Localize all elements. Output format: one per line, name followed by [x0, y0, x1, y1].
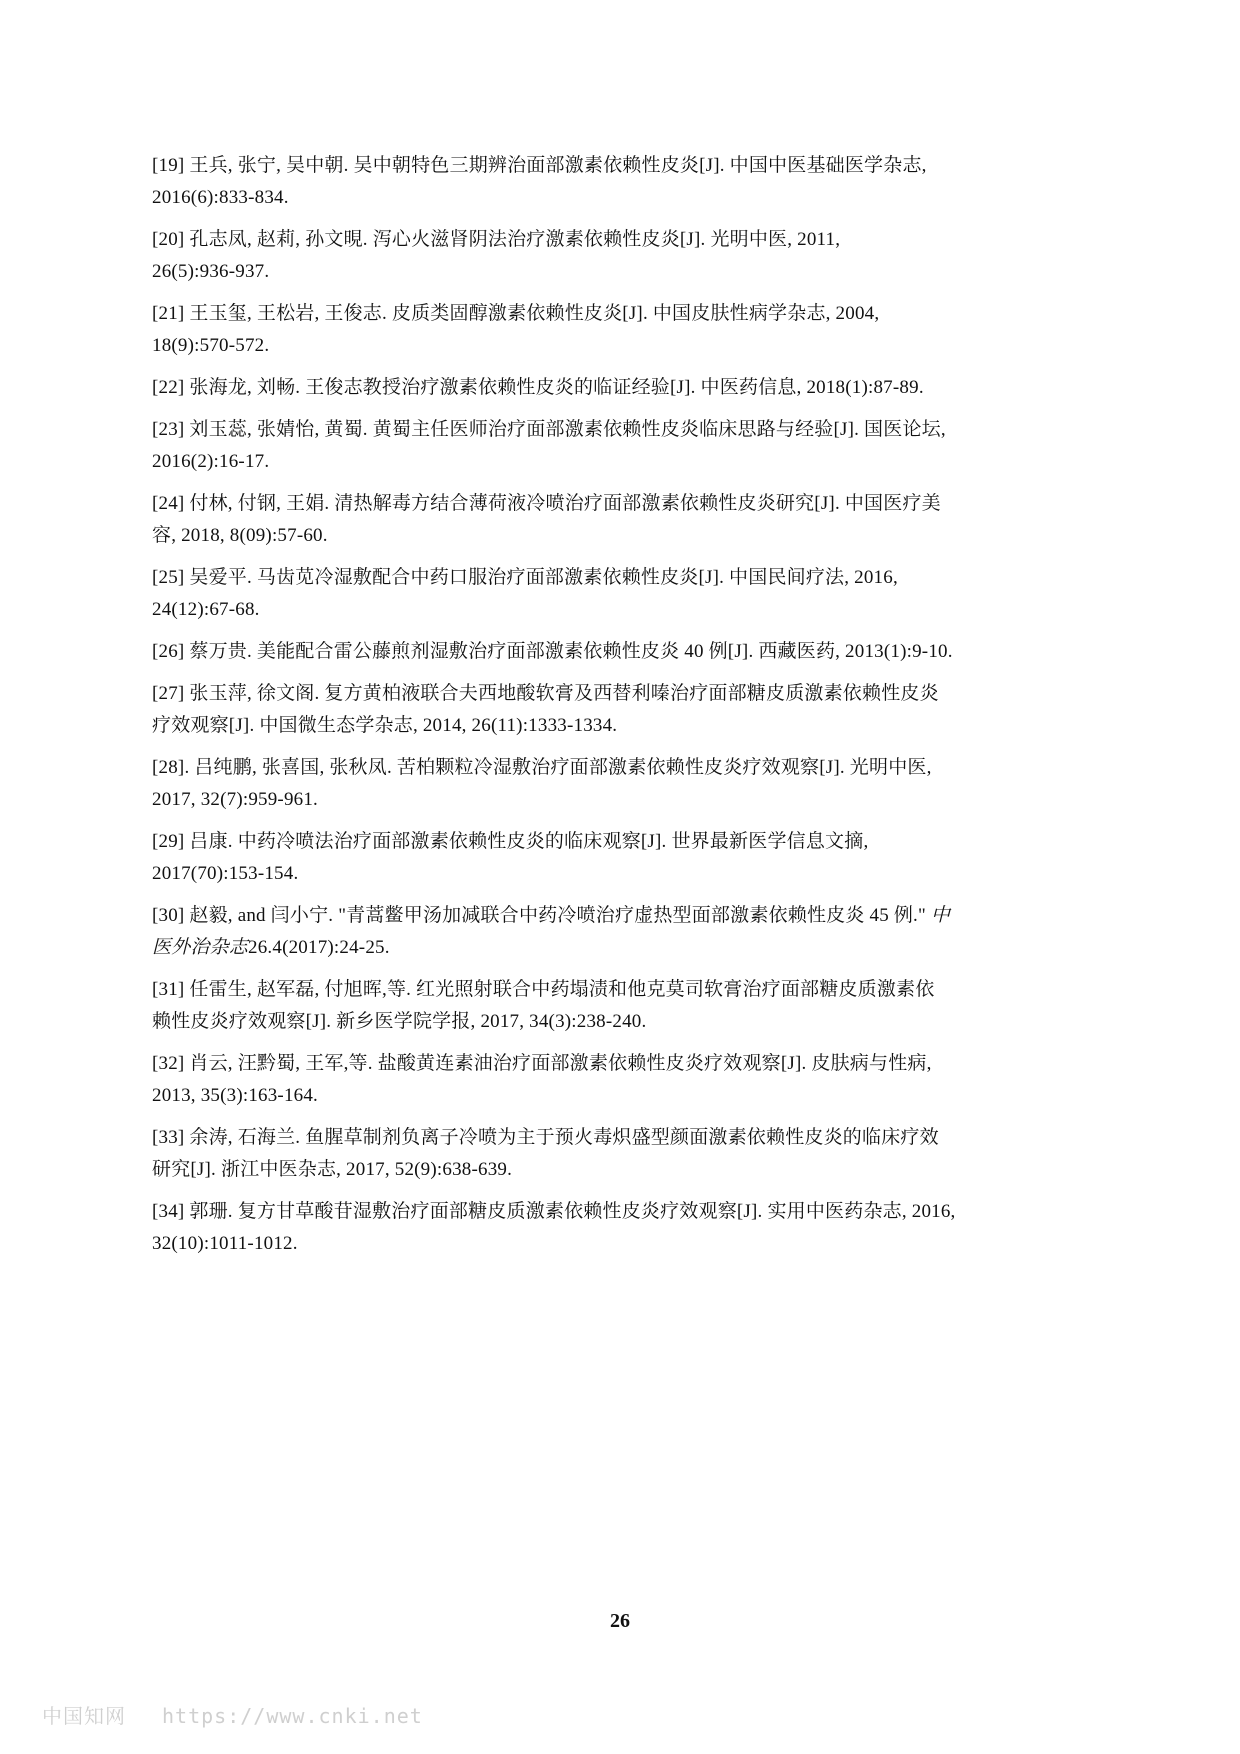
reference-item: [28]. 吕纯鹏, 张喜国, 张秋凤. 苦柏颗粒冷湿敷治疗面部激素依赖性皮炎疗效观察[J]. 光明中医, 2017, 32(7):959-961. — [152, 757, 932, 810]
reference-item: [33] 余涛, 石海兰. 鱼腥草制剂负离子冷喷为主于预火毒炽盛型颜面激素依赖性皮炎的临床疗效 研究[J]. 浙江中医杂志, 2017, 52(9):638-639. — [152, 1127, 939, 1180]
watermark-site: 中国知网 — [42, 1704, 126, 1728]
reference-list — [152, 150, 1092, 1270]
reference-item: [22] 张海龙, 刘畅. 王俊志教授治疗激素依赖性皮炎的临证经验[J]. 中医药信息, 2018(1):87-89. — [152, 377, 924, 398]
reference-item: [25] 吴爱平. 马齿苋冷湿敷配合中药口服治疗面部激素依赖性皮炎[J]. 中国民间疗法, 2016, 24(12):67-68. — [152, 567, 898, 620]
reference-item: [21] 王玉玺, 王松岩, 王俊志. 皮质类固醇激素依赖性皮炎[J]. 中国皮肤性病学杂志, 2004, 18(9):570-572. — [152, 303, 880, 356]
reference-item: [29] 吕康. 中药冷喷法治疗面部激素依赖性皮炎的临床观察[J]. 世界最新医学信息文摘, 2017(70):153-154. — [152, 831, 869, 884]
reference-item: [31] 任雷生, 赵军磊, 付旭晖,等. 红光照射联合中药塌渍和他克莫司软膏治疗面部糖皮质激素依 赖性皮炎疗效观察[J]. 新乡医学院学报, 2017, 34(3):238-240. — [152, 979, 935, 1032]
page-number: 26 — [610, 1610, 630, 1632]
reference-item: [24] 付林, 付钢, 王娟. 清热解毒方结合薄荷液冷喷治疗面部激素依赖性皮炎研究[J]. 中国医疗美 容, 2018, 8(09):57-60. — [152, 493, 941, 546]
reference-item: [19] 王兵, 张宁, 吴中朝. 吴中朝特色三期辨治面部激素依赖性皮炎[J]. 中国中医基础医学杂志, 2016(6):833-834. — [152, 155, 927, 208]
watermark — [42, 1700, 423, 1729]
reference-item: [27] 张玉萍, 徐文阁. 复方黄柏液联合夫西地酸软膏及西替利嗪治疗面部糖皮质激素依赖性皮炎 疗效观察[J]. 中国微生态学杂志, 2014, 26(11):1333-1334. — [152, 683, 939, 736]
reference-item: [20] 孔志凤, 赵莉, 孙文晛. 泻心火滋肾阴法治疗激素依赖性皮炎[J]. 光明中医, 2011, 26(5):936-937. — [152, 229, 841, 282]
watermark-url: https://www.cnki.net — [162, 1704, 423, 1728]
reference-item: [23] 刘玉蕊, 张婧怡, 黄蜀. 黄蜀主任医师治疗面部激素依赖性皮炎临床思路与经验[J]. 国医论坛, 2016(2):16-17. — [152, 419, 946, 472]
reference-item: [32] 肖云, 汪黔蜀, 王军,等. 盐酸黄连素油治疗面部激素依赖性皮炎疗效观察[J]. 皮肤病与性病, 2013, 35(3):163-164. — [152, 1053, 932, 1106]
reference-item-30: [30] 赵毅, and 闫小宁. "青蒿鳖甲汤加减联合中药冷喷治疗虚热型面部激素依赖性皮炎 45 例." 中 医外治杂志26.4(2017):24-25. — [152, 905, 951, 958]
reference-item: [26] 蔡万贵. 美能配合雷公藤煎剂湿敷治疗面部激素依赖性皮炎 40 例[J]. 西藏医药, 2013(1):9-10. — [152, 641, 953, 662]
reference-item: [34] 郭珊. 复方甘草酸苷湿敷治疗面部糖皮质激素依赖性皮炎疗效观察[J]. 实用中医药杂志, 2016, 32(10):1011-1012. — [152, 1201, 956, 1254]
